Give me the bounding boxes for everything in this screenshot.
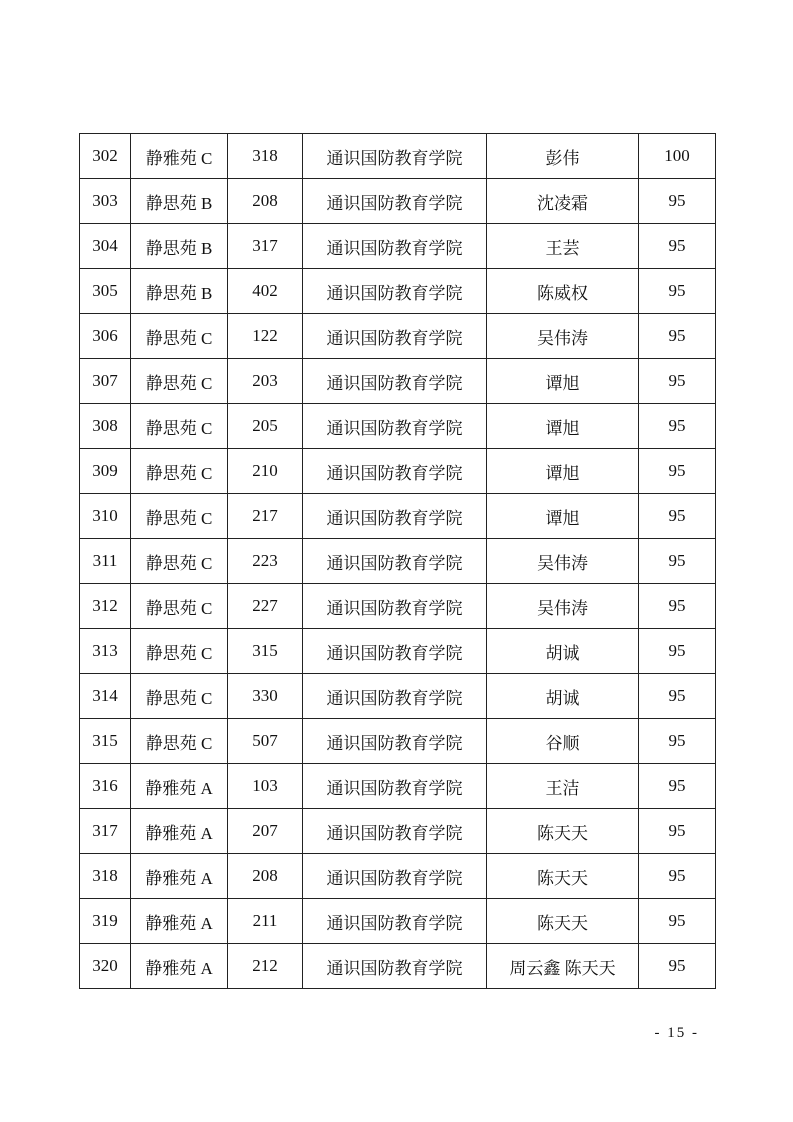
row-number-cell: 318 bbox=[80, 854, 131, 899]
responsible-person-cell: 谭旭 bbox=[487, 404, 639, 449]
row-number-cell: 306 bbox=[80, 314, 131, 359]
room-number-cell: 217 bbox=[228, 494, 303, 539]
responsible-person-cell: 谭旭 bbox=[487, 494, 639, 539]
table-row bbox=[80, 179, 716, 224]
building-cell: 静思苑 C bbox=[131, 629, 228, 674]
building-cell: 静思苑 B bbox=[131, 179, 228, 224]
score-cell: 95 bbox=[639, 899, 716, 944]
row-number-cell: 303 bbox=[80, 179, 131, 224]
room-number-cell: 507 bbox=[228, 719, 303, 764]
responsible-person-cell: 王芸 bbox=[487, 224, 639, 269]
room-number-cell: 210 bbox=[228, 449, 303, 494]
row-number-cell: 307 bbox=[80, 359, 131, 404]
responsible-person-cell: 谭旭 bbox=[487, 449, 639, 494]
building-cell: 静思苑 C bbox=[131, 359, 228, 404]
responsible-person-cell: 沈凌霜 bbox=[487, 179, 639, 224]
responsible-person-cell: 吴伟涛 bbox=[487, 584, 639, 629]
score-cell: 95 bbox=[639, 944, 716, 989]
college-cell: 通识国防教育学院 bbox=[303, 179, 487, 224]
room-number-cell: 103 bbox=[228, 764, 303, 809]
row-number-cell: 319 bbox=[80, 899, 131, 944]
score-cell: 95 bbox=[639, 224, 716, 269]
room-number-cell: 205 bbox=[228, 404, 303, 449]
responsible-person-cell: 谷顺 bbox=[487, 719, 639, 764]
row-number-cell: 311 bbox=[80, 539, 131, 584]
row-number-cell: 317 bbox=[80, 809, 131, 854]
college-cell: 通识国防教育学院 bbox=[303, 674, 487, 719]
score-cell: 95 bbox=[639, 674, 716, 719]
table-row bbox=[80, 719, 716, 764]
college-cell: 通识国防教育学院 bbox=[303, 764, 487, 809]
building-cell: 静思苑 C bbox=[131, 449, 228, 494]
score-cell: 95 bbox=[639, 449, 716, 494]
building-cell: 静思苑 B bbox=[131, 269, 228, 314]
college-cell: 通识国防教育学院 bbox=[303, 584, 487, 629]
score-cell: 95 bbox=[639, 494, 716, 539]
responsible-person-cell: 周云鑫 陈天天 bbox=[487, 944, 639, 989]
responsible-person-cell: 胡诚 bbox=[487, 629, 639, 674]
score-cell: 95 bbox=[639, 539, 716, 584]
table-row bbox=[80, 764, 716, 809]
responsible-person-cell: 陈天天 bbox=[487, 899, 639, 944]
room-number-cell: 315 bbox=[228, 629, 303, 674]
building-cell: 静思苑 C bbox=[131, 584, 228, 629]
table-row bbox=[80, 674, 716, 719]
building-cell: 静思苑 C bbox=[131, 539, 228, 584]
table-row bbox=[80, 494, 716, 539]
building-cell: 静雅苑 A bbox=[131, 854, 228, 899]
table-row bbox=[80, 629, 716, 674]
responsible-person-cell: 谭旭 bbox=[487, 359, 639, 404]
score-cell: 95 bbox=[639, 854, 716, 899]
college-cell: 通识国防教育学院 bbox=[303, 269, 487, 314]
table-row bbox=[80, 944, 716, 989]
building-cell: 静雅苑 A bbox=[131, 809, 228, 854]
row-number-cell: 316 bbox=[80, 764, 131, 809]
college-cell: 通识国防教育学院 bbox=[303, 404, 487, 449]
row-number-cell: 315 bbox=[80, 719, 131, 764]
room-number-cell: 203 bbox=[228, 359, 303, 404]
responsible-person-cell: 陈天天 bbox=[487, 854, 639, 899]
college-cell: 通识国防教育学院 bbox=[303, 629, 487, 674]
college-cell: 通识国防教育学院 bbox=[303, 719, 487, 764]
room-number-cell: 317 bbox=[228, 224, 303, 269]
row-number-cell: 304 bbox=[80, 224, 131, 269]
college-cell: 通识国防教育学院 bbox=[303, 899, 487, 944]
table-row bbox=[80, 539, 716, 584]
college-cell: 通识国防教育学院 bbox=[303, 359, 487, 404]
room-number-cell: 330 bbox=[228, 674, 303, 719]
room-number-cell: 212 bbox=[228, 944, 303, 989]
row-number-cell: 302 bbox=[80, 134, 131, 179]
table-row bbox=[80, 224, 716, 269]
table-row bbox=[80, 449, 716, 494]
building-cell: 静思苑 C bbox=[131, 494, 228, 539]
score-cell: 95 bbox=[639, 314, 716, 359]
responsible-person-cell: 陈天天 bbox=[487, 809, 639, 854]
table-row bbox=[80, 269, 716, 314]
score-cell: 95 bbox=[639, 764, 716, 809]
college-cell: 通识国防教育学院 bbox=[303, 854, 487, 899]
table-row bbox=[80, 314, 716, 359]
table-row bbox=[80, 584, 716, 629]
responsible-person-cell: 陈威权 bbox=[487, 269, 639, 314]
college-cell: 通识国防教育学院 bbox=[303, 224, 487, 269]
building-cell: 静思苑 C bbox=[131, 674, 228, 719]
score-cell: 95 bbox=[639, 404, 716, 449]
room-number-cell: 208 bbox=[228, 854, 303, 899]
room-number-cell: 227 bbox=[228, 584, 303, 629]
college-cell: 通识国防教育学院 bbox=[303, 314, 487, 359]
row-number-cell: 314 bbox=[80, 674, 131, 719]
table-row bbox=[80, 809, 716, 854]
score-cell: 100 bbox=[639, 134, 716, 179]
row-number-cell: 312 bbox=[80, 584, 131, 629]
row-number-cell: 313 bbox=[80, 629, 131, 674]
building-cell: 静思苑 C bbox=[131, 314, 228, 359]
score-cell: 95 bbox=[639, 179, 716, 224]
score-cell: 95 bbox=[639, 269, 716, 314]
room-number-cell: 402 bbox=[228, 269, 303, 314]
table-row bbox=[80, 899, 716, 944]
table-row bbox=[80, 404, 716, 449]
table-row bbox=[80, 134, 716, 179]
college-cell: 通识国防教育学院 bbox=[303, 494, 487, 539]
college-cell: 通识国防教育学院 bbox=[303, 539, 487, 584]
college-cell: 通识国防教育学院 bbox=[303, 449, 487, 494]
row-number-cell: 309 bbox=[80, 449, 131, 494]
building-cell: 静雅苑 A bbox=[131, 899, 228, 944]
responsible-person-cell: 吴伟涛 bbox=[487, 314, 639, 359]
row-number-cell: 305 bbox=[80, 269, 131, 314]
college-cell: 通识国防教育学院 bbox=[303, 809, 487, 854]
building-cell: 静雅苑 C bbox=[131, 134, 228, 179]
score-cell: 95 bbox=[639, 809, 716, 854]
score-cell: 95 bbox=[639, 629, 716, 674]
building-cell: 静思苑 C bbox=[131, 404, 228, 449]
building-cell: 静思苑 B bbox=[131, 224, 228, 269]
row-number-cell: 310 bbox=[80, 494, 131, 539]
college-cell: 通识国防教育学院 bbox=[303, 944, 487, 989]
responsible-person-cell: 吴伟涛 bbox=[487, 539, 639, 584]
building-cell: 静雅苑 A bbox=[131, 944, 228, 989]
responsible-person-cell: 胡诚 bbox=[487, 674, 639, 719]
room-number-cell: 207 bbox=[228, 809, 303, 854]
table-body bbox=[80, 134, 716, 989]
row-number-cell: 320 bbox=[80, 944, 131, 989]
table-row bbox=[80, 359, 716, 404]
building-cell: 静雅苑 A bbox=[131, 764, 228, 809]
room-number-cell: 208 bbox=[228, 179, 303, 224]
responsible-person-cell: 王洁 bbox=[487, 764, 639, 809]
page-number: - 15 - bbox=[654, 1025, 699, 1041]
college-cell: 通识国防教育学院 bbox=[303, 134, 487, 179]
room-number-cell: 122 bbox=[228, 314, 303, 359]
score-cell: 95 bbox=[639, 719, 716, 764]
responsible-person-cell: 彭伟 bbox=[487, 134, 639, 179]
building-cell: 静思苑 C bbox=[131, 719, 228, 764]
room-number-cell: 223 bbox=[228, 539, 303, 584]
score-cell: 95 bbox=[639, 584, 716, 629]
room-number-cell: 211 bbox=[228, 899, 303, 944]
table-row bbox=[80, 854, 716, 899]
dormitory-score-table bbox=[79, 133, 716, 989]
room-number-cell: 318 bbox=[228, 134, 303, 179]
score-cell: 95 bbox=[639, 359, 716, 404]
row-number-cell: 308 bbox=[80, 404, 131, 449]
